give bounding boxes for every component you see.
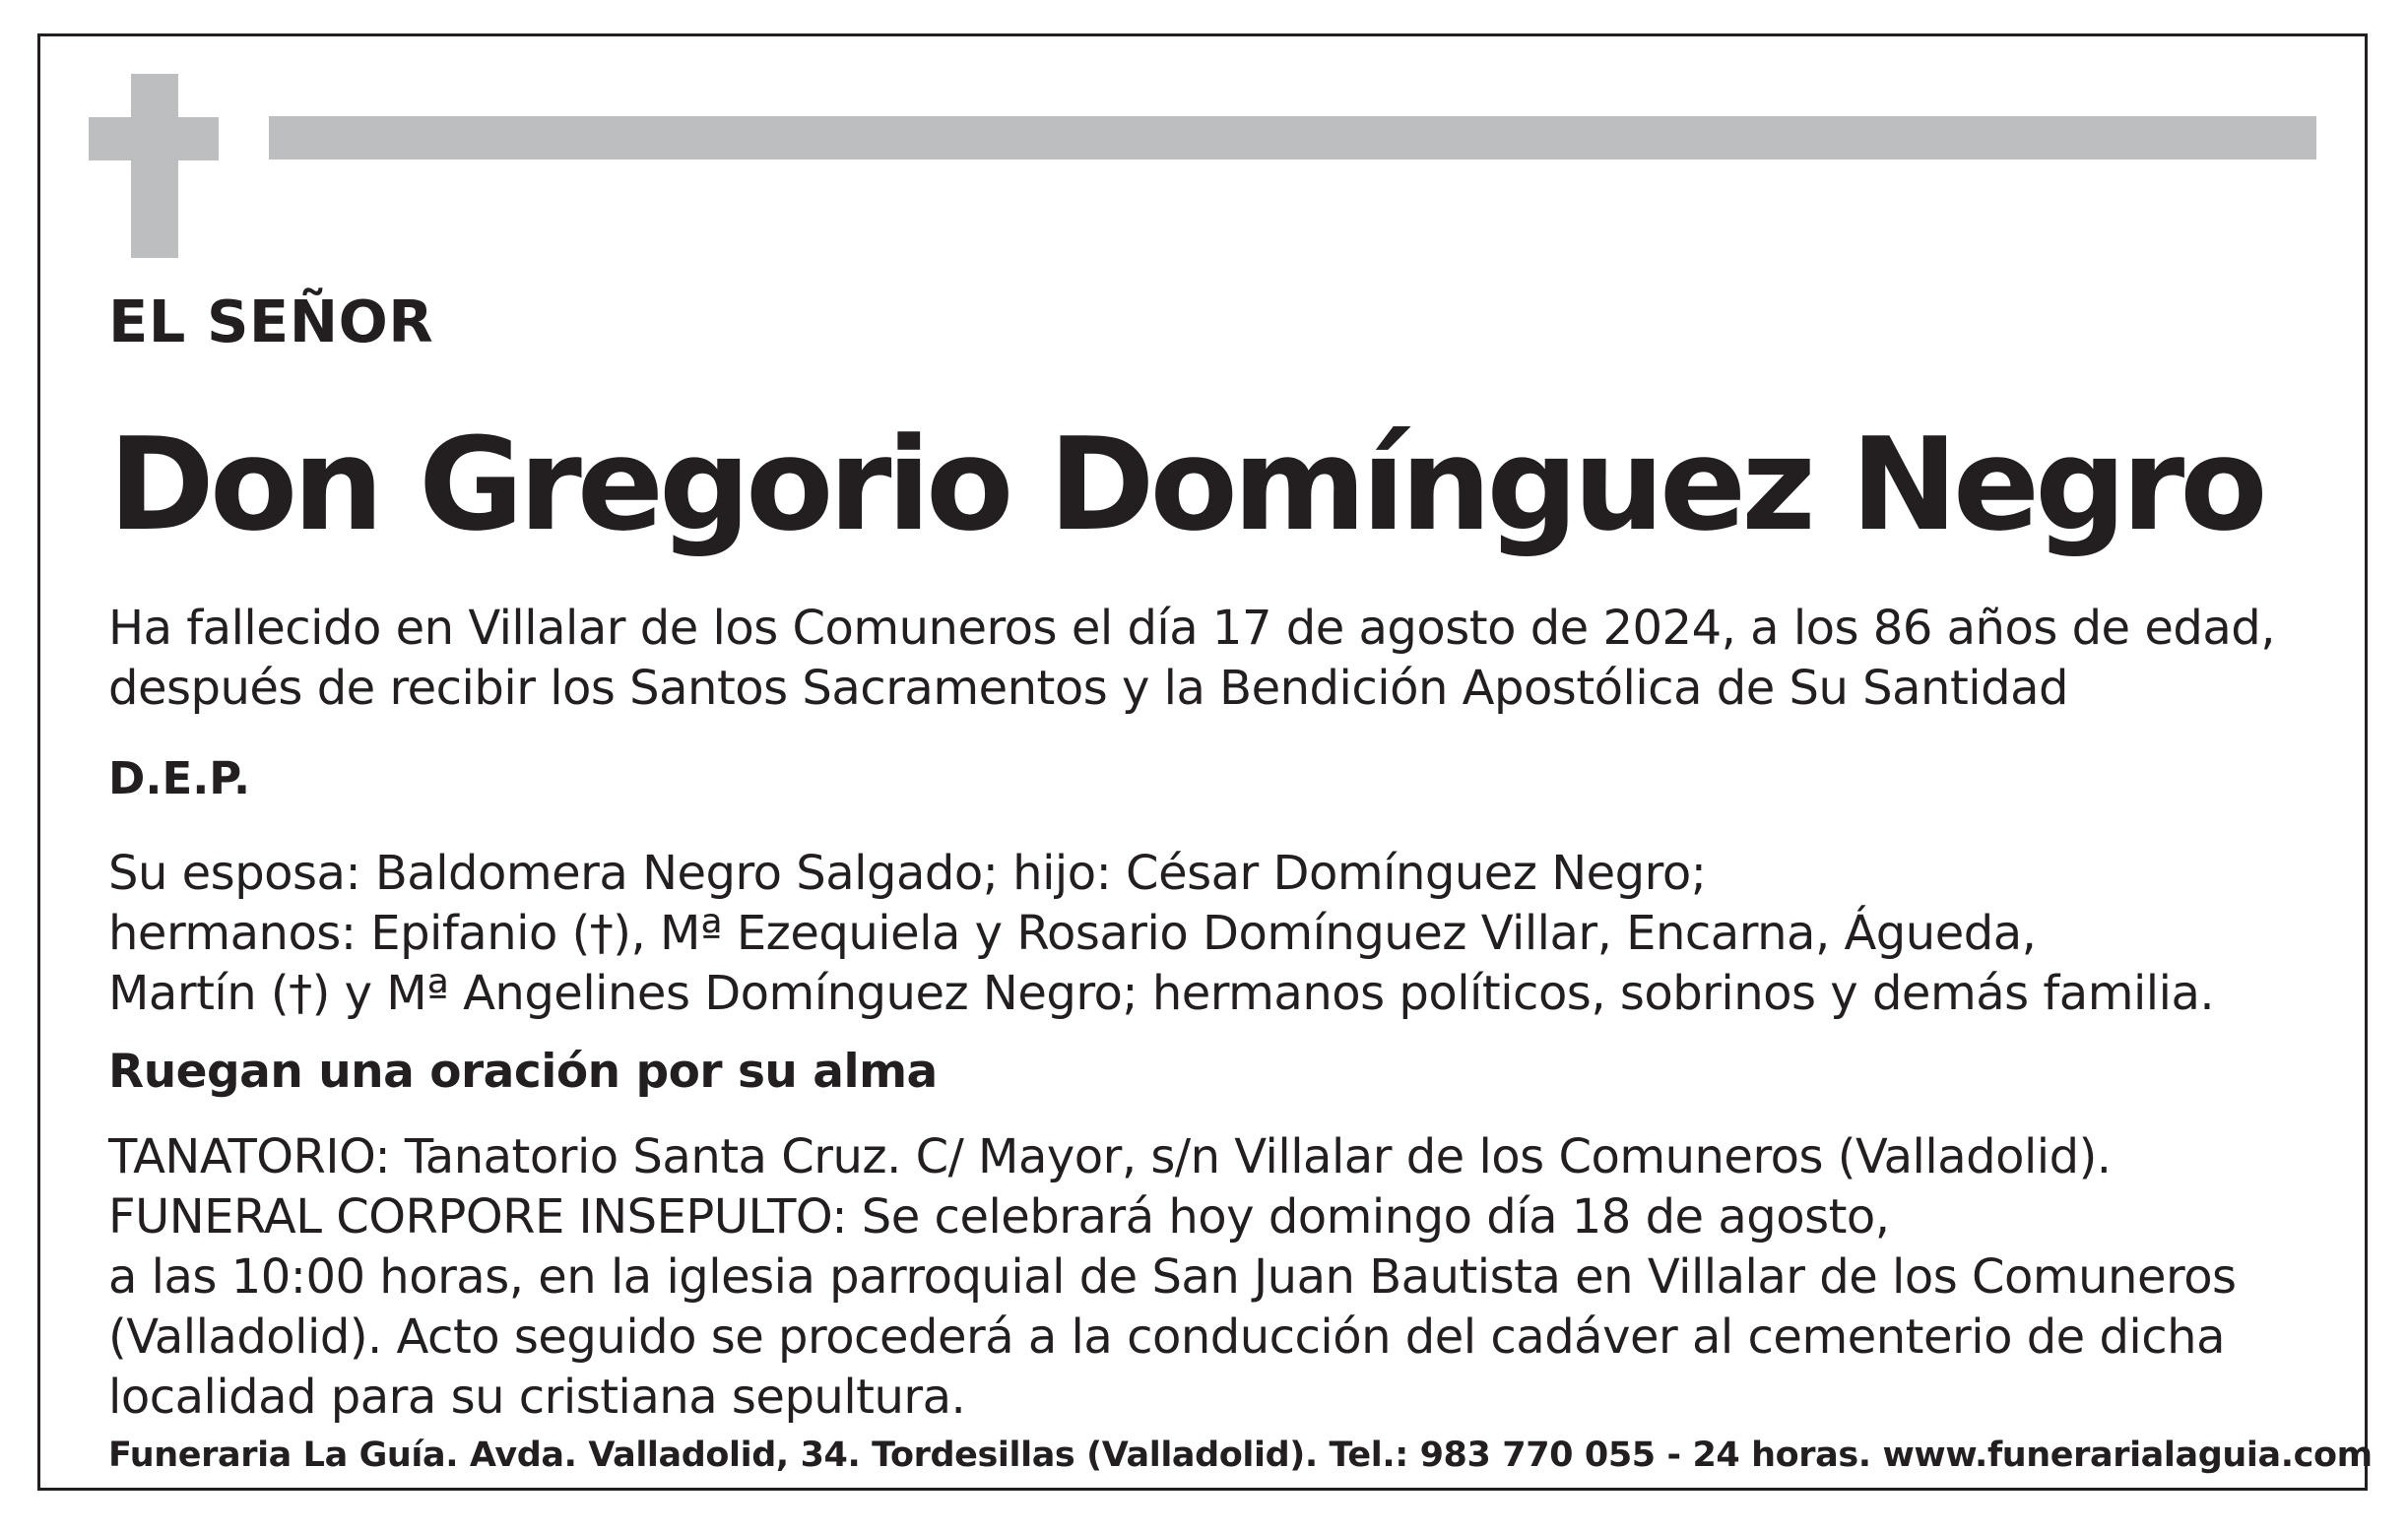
family-line: Su esposa: Baldomera Negro Salgado; hijo: César Domínguez Negro; [108, 846, 1707, 901]
services-line: TANATORIO: Tanatorio Santa Cruz. C/ Mayor, s/n Villalar de los Comuneros (Valladolid). [108, 1129, 2112, 1184]
rip-label: D.E.P. [108, 752, 251, 804]
services-line: (Valladolid). Acto seguido se procederá a la conducción del cadáver al cementerio de dicha [108, 1309, 2225, 1365]
prayer-request: Ruegan una oración por su alma [108, 1045, 938, 1099]
family-line: hermanos: Epifanio (†), Mª Ezequiela y Rosario Domínguez Villar, Encarna, Águeda, [108, 906, 2037, 961]
services-info [108, 1127, 2237, 1428]
death-announcement [108, 599, 2275, 719]
services-line: a las 10:00 horas, en la iglesia parroquial de San Juan Bautista en Villalar de los Comuneros [108, 1249, 2237, 1305]
family-list [108, 844, 2214, 1024]
cross-icon-crossbar [89, 117, 219, 160]
announcement-line: después de recibir los Santos Sacramentos y la Bendición Apostólica de Su Santidad [108, 661, 2068, 716]
family-line: Martín (†) y Mª Angelines Domínguez Negro; hermanos políticos, sobrinos y demás familia. [108, 966, 2215, 1021]
cross-icon [131, 74, 178, 258]
services-line: localidad para su cristiana sepultura. [108, 1370, 966, 1425]
deceased-name: Don Gregorio Domínguez Negro [108, 410, 2263, 559]
header-rule [269, 116, 2316, 160]
announcement-line: Ha fallecido en Villalar de los Comuneros el día 17 de agosto de 2024, a los 86 años de edad, [108, 601, 2275, 656]
services-line: FUNERAL CORPORE INSEPULTO: Se celebrará hoy domingo día 18 de agosto, [108, 1189, 1890, 1245]
honorific-title: EL SEÑOR [108, 287, 434, 355]
funeral-home-footer: Funeraria La Guía. Avda. Valladolid, 34. Tordesillas (Valladolid). Tel.: 983 770 055 - 24 horas. www.funerarialaguia.com [108, 1436, 2373, 1475]
